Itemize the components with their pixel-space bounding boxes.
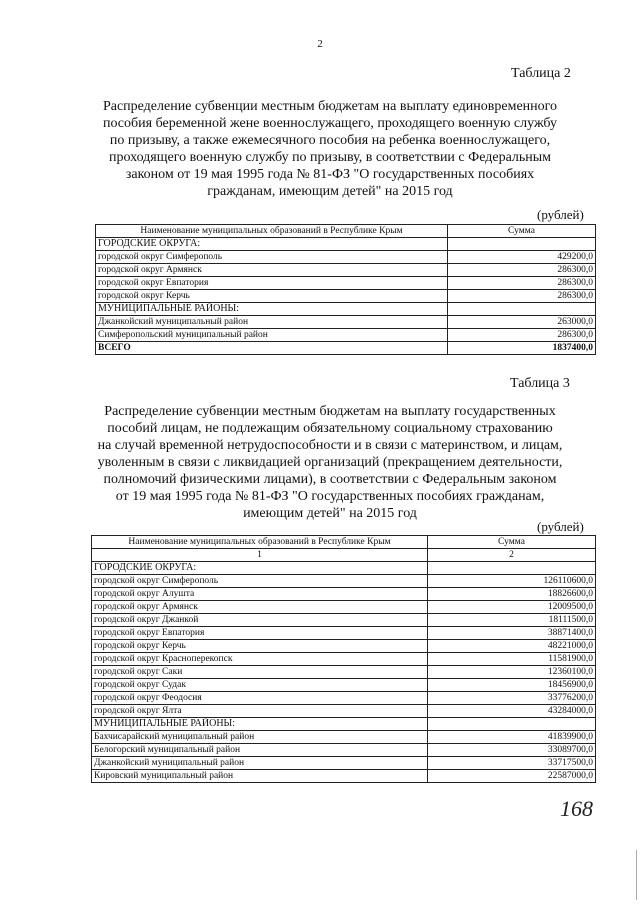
row-name: городской округ Саки xyxy=(92,666,428,679)
row-name: городской округ Феодосия xyxy=(92,692,428,705)
row-value: 263000,0 xyxy=(448,316,596,329)
row-name: Кировский муниципальный район xyxy=(92,770,428,783)
row-value xyxy=(428,562,596,575)
section-row xyxy=(92,562,596,575)
title-line: полномочий физическими лицами), в соответствии с Федеральным законом xyxy=(103,472,557,487)
section-row xyxy=(96,303,596,316)
row-value: 41839900,0 xyxy=(428,731,596,744)
row-name: городской округ Джанкой xyxy=(92,614,428,627)
row-name: городской округ Красноперекопск xyxy=(92,653,428,666)
table-row xyxy=(92,601,596,614)
title-line: имеющим детей" на 2015 год xyxy=(243,506,417,521)
table-row xyxy=(92,614,596,627)
row-value: 33089700,0 xyxy=(428,744,596,757)
row-name: городской округ Армянск xyxy=(92,601,428,614)
row-name: ГОРОДСКИЕ ОКРУГА: xyxy=(92,562,428,575)
row-value xyxy=(448,303,596,316)
row-value: 12009500,0 xyxy=(428,601,596,614)
title-line: по призыву, а также ежемесячного пособия на ребенка военнослужащего, xyxy=(109,133,551,148)
table-row xyxy=(92,640,596,653)
row-value: 126110600,0 xyxy=(428,575,596,588)
title-line: на случай временной нетрудоспособности и в связи с материнством, и лицам, xyxy=(97,438,563,453)
title-line: от 19 мая 1995 года № 81-ФЗ "О государственных пособиях гражданам, xyxy=(115,489,545,504)
row-name: городской округ Ялта xyxy=(92,705,428,718)
table3-colnum-1: 1 xyxy=(92,549,428,562)
table-row xyxy=(92,679,596,692)
title-line: гражданам, имеющим детей" на 2015 год xyxy=(207,184,453,199)
table-row xyxy=(92,770,596,783)
table-row xyxy=(96,277,596,290)
row-value: 18111500,0 xyxy=(428,614,596,627)
row-value: 18456900,0 xyxy=(428,679,596,692)
row-name: городской округ Симферополь xyxy=(96,251,448,264)
table3-unit: (рублей) xyxy=(537,519,584,534)
title-line: законом от 19 мая 1995 года № 81-ФЗ "О государственных пособиях xyxy=(125,167,535,182)
table-row xyxy=(92,627,596,640)
title-line: Распределение субвенции местным бюджетам на выплату государственных xyxy=(104,404,556,419)
row-value: 286300,0 xyxy=(448,264,596,277)
page-number: 2 xyxy=(317,38,323,50)
table2-title xyxy=(60,98,600,200)
table2-header-sum: Сумма xyxy=(448,225,596,238)
table-row xyxy=(92,705,596,718)
row-value: 429200,0 xyxy=(448,251,596,264)
row-value: 18826600,0 xyxy=(428,588,596,601)
title-line: уволенным в связи с ликвидацией организаций (прекращением деятельности, xyxy=(97,455,563,470)
table-row xyxy=(96,329,596,342)
table-row xyxy=(92,757,596,770)
row-value: 286300,0 xyxy=(448,277,596,290)
table-row xyxy=(96,251,596,264)
row-value: 11581900,0 xyxy=(428,653,596,666)
row-value: 286300,0 xyxy=(448,290,596,303)
row-value: 286300,0 xyxy=(448,329,596,342)
table3-label: Таблица 3 xyxy=(510,376,570,391)
total-row xyxy=(96,342,596,355)
row-name: Симферопольский муниципальный район xyxy=(96,329,448,342)
row-name: городской округ Керчь xyxy=(92,640,428,653)
title-line: пособия беременной жене военнослужащего, проходящего военную службу xyxy=(102,116,558,131)
row-name: ГОРОДСКИЕ ОКРУГА: xyxy=(96,238,448,251)
table3-title xyxy=(60,403,600,522)
table-row xyxy=(96,264,596,277)
table-row xyxy=(96,316,596,329)
row-name: ВСЕГО xyxy=(96,342,448,355)
row-name: Бахчисарайский муниципальный район xyxy=(92,731,428,744)
row-name: городской округ Евпатория xyxy=(96,277,448,290)
row-name: Белогорский муниципальный район xyxy=(92,744,428,757)
row-name: городской округ Симферополь xyxy=(92,575,428,588)
table3-colnum-2: 2 xyxy=(428,549,596,562)
row-value xyxy=(448,238,596,251)
row-value: 33717500,0 xyxy=(428,757,596,770)
row-name: городской округ Алушта xyxy=(92,588,428,601)
row-name: МУНИЦИПАЛЬНЫЕ РАЙОНЫ: xyxy=(92,718,428,731)
row-name: Джанкойский муниципальный район xyxy=(96,316,448,329)
table-row xyxy=(96,290,596,303)
row-value: 12360100,0 xyxy=(428,666,596,679)
row-value: 48221000,0 xyxy=(428,640,596,653)
row-value: 43284000,0 xyxy=(428,705,596,718)
table-row xyxy=(92,692,596,705)
table-row xyxy=(92,731,596,744)
title-line: пособий лицам, не подлежащим обязательному социальному страхованию xyxy=(107,421,553,436)
table2-label: Таблица 2 xyxy=(511,66,571,81)
table-row xyxy=(92,575,596,588)
table3 xyxy=(91,535,596,783)
row-name: городской округ Керчь xyxy=(96,290,448,303)
row-name: городской округ Евпатория xyxy=(92,627,428,640)
table2 xyxy=(95,224,596,355)
table2-unit: (рублей) xyxy=(537,207,584,222)
row-name: Джанкойский муниципальный район xyxy=(92,757,428,770)
section-row xyxy=(92,718,596,731)
table-row xyxy=(92,653,596,666)
row-value: 38871400,0 xyxy=(428,627,596,640)
table-row xyxy=(92,744,596,757)
row-name: МУНИЦИПАЛЬНЫЕ РАЙОНЫ: xyxy=(96,303,448,316)
row-value: 1837400,0 xyxy=(448,342,596,355)
table-row xyxy=(92,588,596,601)
row-value xyxy=(428,718,596,731)
title-line: проходящего военную службу по призыву, в соответствии с Федеральным xyxy=(108,150,552,165)
row-value: 33776200,0 xyxy=(428,692,596,705)
title-line: Распределение субвенции местным бюджетам на выплату единовременного xyxy=(102,99,558,114)
row-name: городской округ Судак xyxy=(92,679,428,692)
table3-header-sum: Сумма xyxy=(428,536,596,549)
table-row xyxy=(92,666,596,679)
section-row xyxy=(96,238,596,251)
table3-header-name: Наименование муниципальных образований в Республике Крым xyxy=(92,536,428,549)
scan-edge-mark xyxy=(636,850,640,900)
row-value: 22587000,0 xyxy=(428,770,596,783)
table2-header-name: Наименование муниципальных образований в Республике Крым xyxy=(96,225,448,238)
handwritten-number: 168 xyxy=(560,796,593,821)
row-name: городской округ Армянск xyxy=(96,264,448,277)
